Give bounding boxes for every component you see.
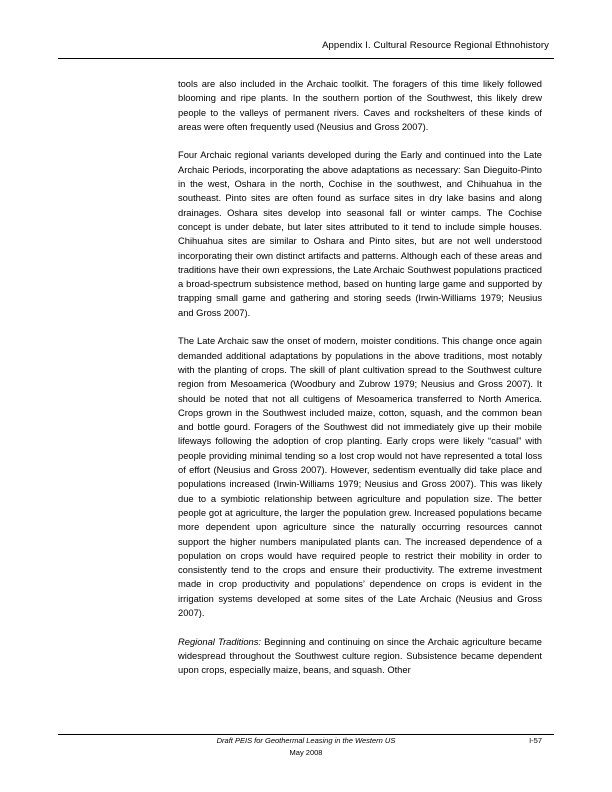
- footer-date: May 2008: [289, 748, 323, 757]
- header-rule: [58, 58, 554, 59]
- regional-traditions-text: Beginning and continuing on since the Archaic agriculture became widespread throughout the Southwest culture region. Subsistence became dependent upon crops, especially maize, beans, and squash. Other: [178, 636, 542, 676]
- document-body: [178, 77, 542, 677]
- paragraph-regional-traditions: [178, 635, 542, 678]
- paragraph-archaic-toolkit: tools are also included in the Archaic toolkit. The foragers of this time likely followed blooming and ripe plants. In the southern portion of the Southwest, this likely drew people to the valleys of permanent rivers. Caves and rockshelters of these kinds of areas were often frequently used (Neusius and Gross 2007).: [178, 79, 542, 132]
- regional-traditions-lead: Regional Traditions:: [178, 636, 261, 647]
- footer-document-title: Draft PEIS for Geothermal Leasing in the Western US: [216, 736, 396, 745]
- running-header: Appendix I. Cultural Resource Regional Ethnohistory: [322, 40, 549, 51]
- page-number: I-57: [529, 736, 542, 745]
- footer-rule: [58, 734, 554, 735]
- paragraph-late-archaic: The Late Archaic saw the onset of modern, moister conditions. This change once again demanded additional adaptations by populations in the above traditions, most notably with the planting of crops. The skill of plant cultivation spread to the Southwest culture region from Mesoamerica (Woodbury and Zubrow 1979; Neusius and Gross 2007). It should be noted that not all cultigens of Mesoamerica transferred to North America. Crops grown in the Southwest included maize, cotton, squash, and the common bean and bottle gourd. Foragers of the Southwest did not immediately give up their mobile lifeways following the adoption of crop planting. Early crops were likely “casual” with people providing minimal tending so a lost crop would not have represented a total loss of effort (Neusius and Gross 2007). However, sedentism eventually did take place and populations increased (Irwin-Williams 1979; Neusius and Gross 2007). This was likely due to a symbiotic relationship between agriculture and population size. The better people got at agriculture, the larger the population grew. Increased populations became more dependent upon agriculture since the naturally occurring resources cannot support the higher numbers manipulated plants can. The increased dependence of a population on crops would have required people to restrict their mobility in order to consistently tend to the crops and ensure their productivity. The extreme investment made in crop productivity and populations’ dependence on crops is evident in the irrigation systems developed at some sites of the Late Archaic (Neusius and Gross 2007).: [178, 336, 542, 618]
- paragraph-archaic-variants: Four Archaic regional variants developed during the Early and continued into the Late Archaic Periods, incorporating the above adaptations as necessary: San Dieguito-Pinto in the west, Oshara in the north, Cochise in the southwest, and Chihuahua in the southeast. Pinto sites are often found as surface sites in dry lake basins and along drainages. Oshara sites develop into seasonal fall or winter camps. The Cochise concept is under debate, but later sites attributed to it tend to include simple houses. Chihuahua sites are similar to Oshara and Pinto sites, but are not well understood incorporating their own distinct artifacts and patterns. Although each of these areas and traditions have their own expressions, the Late Archaic Southwest populations practiced a broad-spectrum subsistence method, based on hunting large game and supported by trapping small game and gathering and storing seeds (Irwin-Williams 1979; Neusius and Gross 2007).: [178, 150, 542, 318]
